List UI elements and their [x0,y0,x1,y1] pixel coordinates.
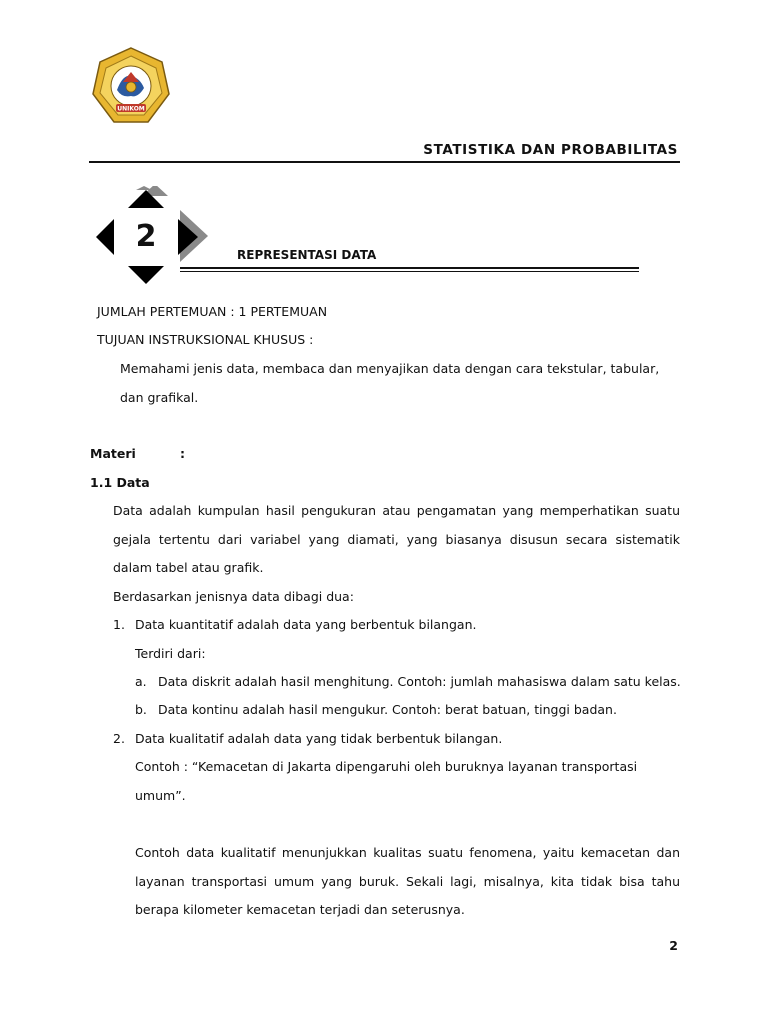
data-definition: Data adalah kumpulan hasil pengukuran atau pengamatan yang memperhatikan suatu gejala tertentu dari variabel yang diamati, yang biasanya disusun secara sistematik dalam tabel atau grafik. [113,503,680,575]
sublist-label-b: b. [135,702,147,717]
section-heading: 1.1 Data [90,475,150,490]
page-number: 2 [669,938,678,953]
chapter-rule [180,267,639,269]
materi-colon: : [180,446,185,461]
list-item-kuantitatif: Data kuantitatif adalah data yang berbentuk bilangan. [135,617,477,632]
berdasarkan-text: Berdasarkan jenisnya data dibagi dua: [113,589,354,604]
sublist-item-kontinu: Data kontinu adalah hasil mengukur. Contoh: berat batuan, tinggi badan. [158,702,617,717]
logo-lettering: UNIKOM [117,105,145,113]
tujuan-label: TUJUAN INSTRUKSIONAL KHUSUS : [97,332,314,347]
jumlah-pertemuan: JUMLAH PERTEMUAN : 1 PERTEMUAN [97,304,328,319]
sublist-item-diskrit: Data diskrit adalah hasil menghitung. Contoh: jumlah mahasiswa dalam satu kelas. [158,674,681,689]
list-number-2: 2. [113,731,125,746]
chapter-rule-thin [180,271,639,272]
materi-label: Materi [90,446,136,461]
contoh-kualitatif-paragraph: Contoh data kualitatif menunjukkan kualitas suatu fenomena, yaitu kemacetan dan layanan transportasi umum yang buruk. Sekali lagi, misalnya, kita tidak bisa tahu berapa kilometer kemacetan terjadi dan seterusnya. [135,845,680,917]
chapter-number: 2 [135,219,157,254]
course-title: STATISTIKA DAN PROBABILITAS [423,142,678,158]
list-item-kualitatif: Data kualitatif adalah data yang tidak berbentuk bilangan. [135,731,503,746]
tujuan-body: Memahami jenis data, membaca dan menyajikan data dengan cara tekstular, tabular, dan grafikal. [120,361,660,405]
chapter-title: REPRESENTASI DATA [237,248,377,262]
list-number-1: 1. [113,617,125,632]
unikom-logo [90,46,172,128]
terdiri-dari: Terdiri dari: [135,646,206,661]
header-divider [89,161,680,163]
contoh-quote: Contoh : “Kemacetan di Jakarta dipengaruhi oleh buruknya layanan transportasi umum”. [135,759,638,803]
sublist-label-a: a. [135,674,147,689]
